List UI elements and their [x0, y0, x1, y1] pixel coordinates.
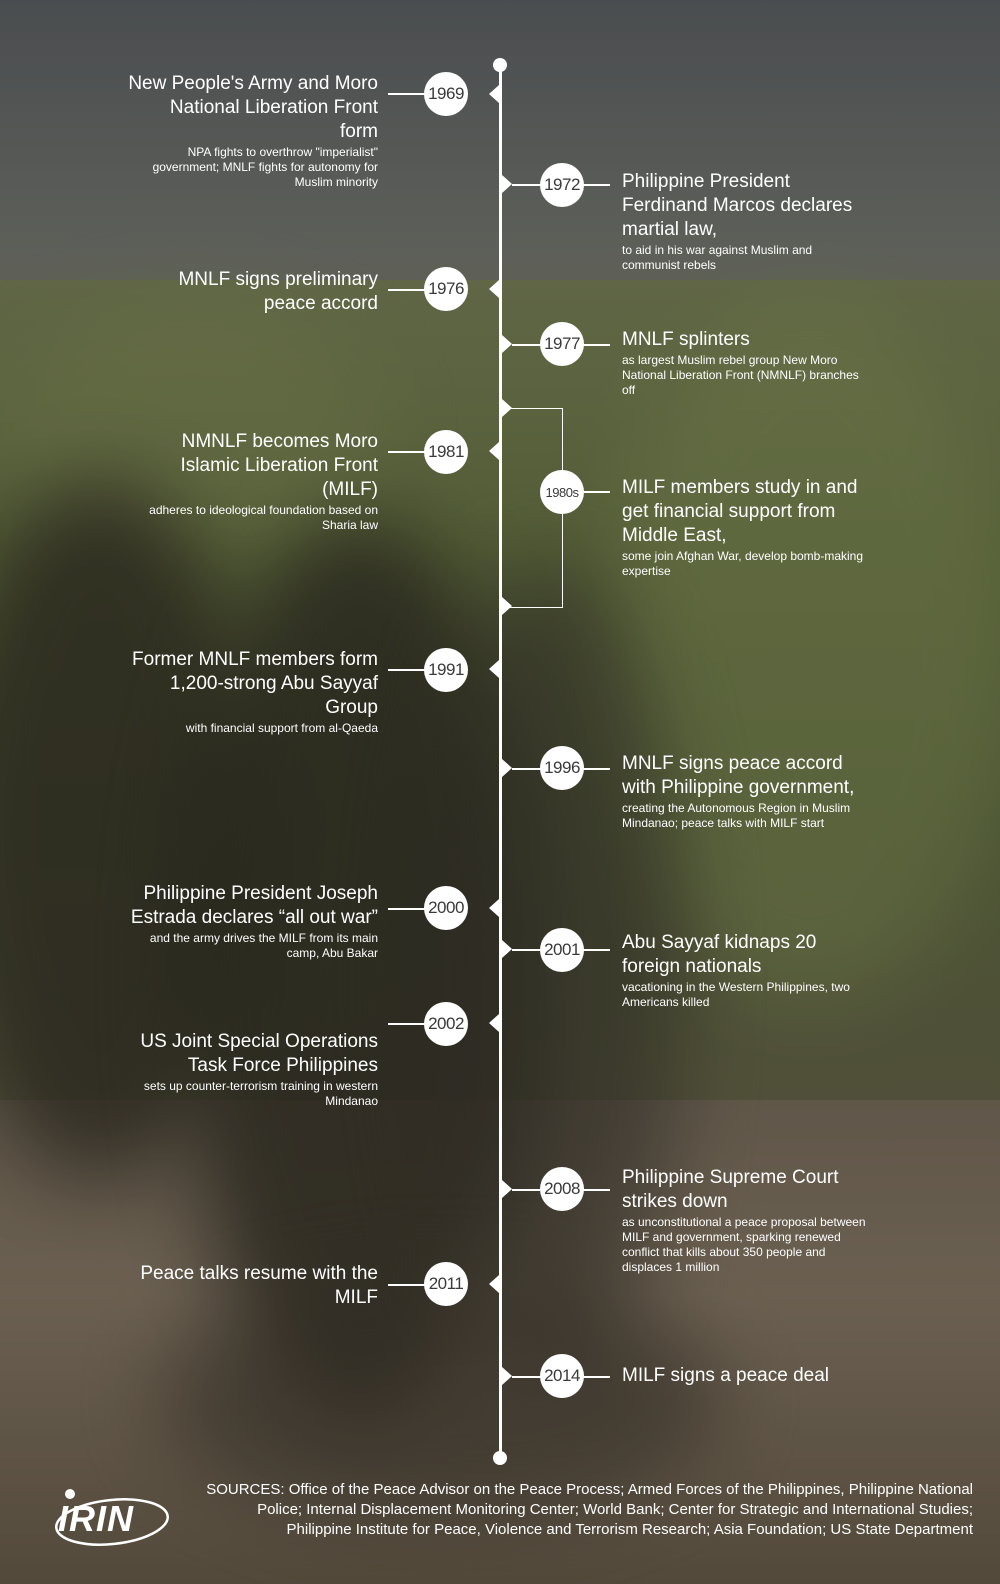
year-marker-1980s: 1980s: [540, 470, 584, 514]
event-description: some join Afghan War, develop bomb-making expertise: [622, 549, 864, 578]
timeline-event-1976: [128, 268, 378, 317]
timeline-connector: [388, 1023, 428, 1025]
event-title: Peace talks resume with the MILF: [140, 1263, 378, 1308]
timeline-pointer: [502, 1367, 512, 1385]
timeline-connector: [388, 451, 428, 453]
timeline-pointer: [489, 1014, 499, 1032]
event-description: adheres to ideological foundation based on Sharia law: [149, 503, 378, 532]
timeline-event-2011: [128, 1262, 378, 1311]
timeline-event-2001: [622, 931, 872, 1010]
event-title: MNLF signs peace accord with Philippine government,: [622, 753, 855, 798]
timeline-event-1977: [622, 328, 872, 398]
year-marker-1991: 1991: [424, 648, 468, 692]
year-marker-1996: 1996: [540, 746, 584, 790]
year-marker-2014: 2014: [540, 1354, 584, 1398]
timeline-event-1972: [622, 170, 872, 273]
timeline-connector: [388, 669, 428, 671]
timeline-pointer: [489, 442, 499, 460]
timeline-event-1996: [622, 752, 872, 831]
year-marker-1969: 1969: [424, 72, 468, 116]
timeline-pointer: [489, 280, 499, 298]
event-title: Former MNLF members form 1,200-strong Abu Sayyaf Group: [132, 649, 378, 718]
timeline-pointer: [502, 175, 512, 193]
year-marker-1977: 1977: [540, 322, 584, 366]
timeline-event-2002: [128, 1030, 378, 1109]
event-title: New People's Army and Moro National Liberation Front form: [128, 73, 378, 142]
event-title: US Joint Special Operations Task Force Philippines: [140, 1031, 378, 1076]
timeline-pointer: [502, 335, 512, 353]
timeline-pointer: [502, 759, 512, 777]
year-marker-1981: 1981: [424, 430, 468, 474]
year-marker-2001: 2001: [540, 928, 584, 972]
irin-logo: [44, 1484, 174, 1554]
event-title: MNLF splinters: [622, 329, 750, 350]
timeline-event-1969: [128, 72, 378, 190]
year-marker-2000: 2000: [424, 886, 468, 930]
timeline-pointer: [502, 1180, 512, 1198]
year-marker-2008: 2008: [540, 1167, 584, 1211]
year-marker-2011: 2011: [424, 1262, 468, 1306]
timeline-pointer: [489, 1275, 499, 1293]
timeline-connector: [388, 1284, 428, 1286]
event-description: and the army drives the MILF from its main camp, Abu Bakar: [149, 931, 378, 960]
year-marker-1976: 1976: [424, 267, 468, 311]
timeline-pointer: [489, 85, 499, 103]
timeline-event-2000: [128, 882, 378, 961]
event-description: sets up counter-terrorism training in western Mindanao: [143, 1079, 378, 1108]
event-title: Abu Sayyaf kidnaps 20 foreign nationals: [622, 932, 817, 977]
event-title: MNLF signs preliminary peace accord: [178, 269, 378, 314]
timeline-start-dot: [493, 58, 507, 72]
event-description: vacationing in the Western Philippines, two Americans killed: [622, 980, 850, 1009]
timeline-pointer: [502, 597, 512, 615]
sources-credit: SOURCES: Office of the Peace Advisor on the Peace Process; Armed Forces of the Philippines, Philippine National Police; Internal Displacement Monitoring Center; World Bank; Center for Strategic and International Studies; Philippine Institute for Peace, Violence and Terrorism Research; Asia Foundation; US State Department: [206, 1481, 973, 1538]
event-title: Philippine President Ferdinand Marcos declares martial law,: [622, 171, 853, 240]
timeline-pointer: [489, 660, 499, 678]
timeline-event-2008: [622, 1166, 872, 1275]
timeline-event-1981: [128, 430, 378, 533]
timeline-connector: [388, 908, 428, 910]
event-description: to aid in his war against Muslim and communist rebels: [622, 243, 813, 272]
event-description: creating the Autonomous Region in Muslim Mindanao; peace talks with MILF start: [622, 801, 851, 830]
event-title: Philippine President Joseph Estrada declares “all out war”: [130, 883, 378, 928]
event-description: NPA fights to overthrow "imperialist" government; MNLF fights for autonomy for Muslim minority: [152, 145, 378, 189]
event-description: as unconstitutional a peace proposal between MILF and government, sparking renewed conflict that kills about 350 people and displaces 1 million: [622, 1215, 866, 1274]
timeline-connector: [584, 491, 610, 493]
logo-wordmark: IRIN: [58, 1498, 134, 1539]
year-marker-2002: 2002: [424, 1002, 468, 1046]
timeline-end-dot: [493, 1451, 507, 1465]
timeline-pointer: [502, 399, 512, 417]
timeline-pointer: [489, 899, 499, 917]
event-title: Philippine Supreme Court strikes down: [622, 1167, 839, 1212]
timeline-pointer: [502, 940, 512, 958]
year-marker-1972: 1972: [540, 163, 584, 207]
timeline-connector: [388, 93, 428, 95]
event-title: MILF signs a peace deal: [622, 1365, 830, 1386]
event-description: with financial support from al-Qaeda: [185, 721, 378, 735]
event-description: as largest Muslim rebel group New Moro National Liberation Front (NMNLF) branches off: [622, 353, 859, 397]
timeline-event-1991: [128, 648, 378, 736]
timeline-event-2014: [622, 1364, 872, 1389]
timeline-connector: [388, 289, 428, 291]
timeline-event-1980s: [622, 476, 872, 579]
event-title: MILF members study in and get financial support from Middle East,: [622, 477, 858, 546]
event-title: NMNLF becomes Moro Islamic Liberation Front (MILF): [180, 431, 378, 500]
